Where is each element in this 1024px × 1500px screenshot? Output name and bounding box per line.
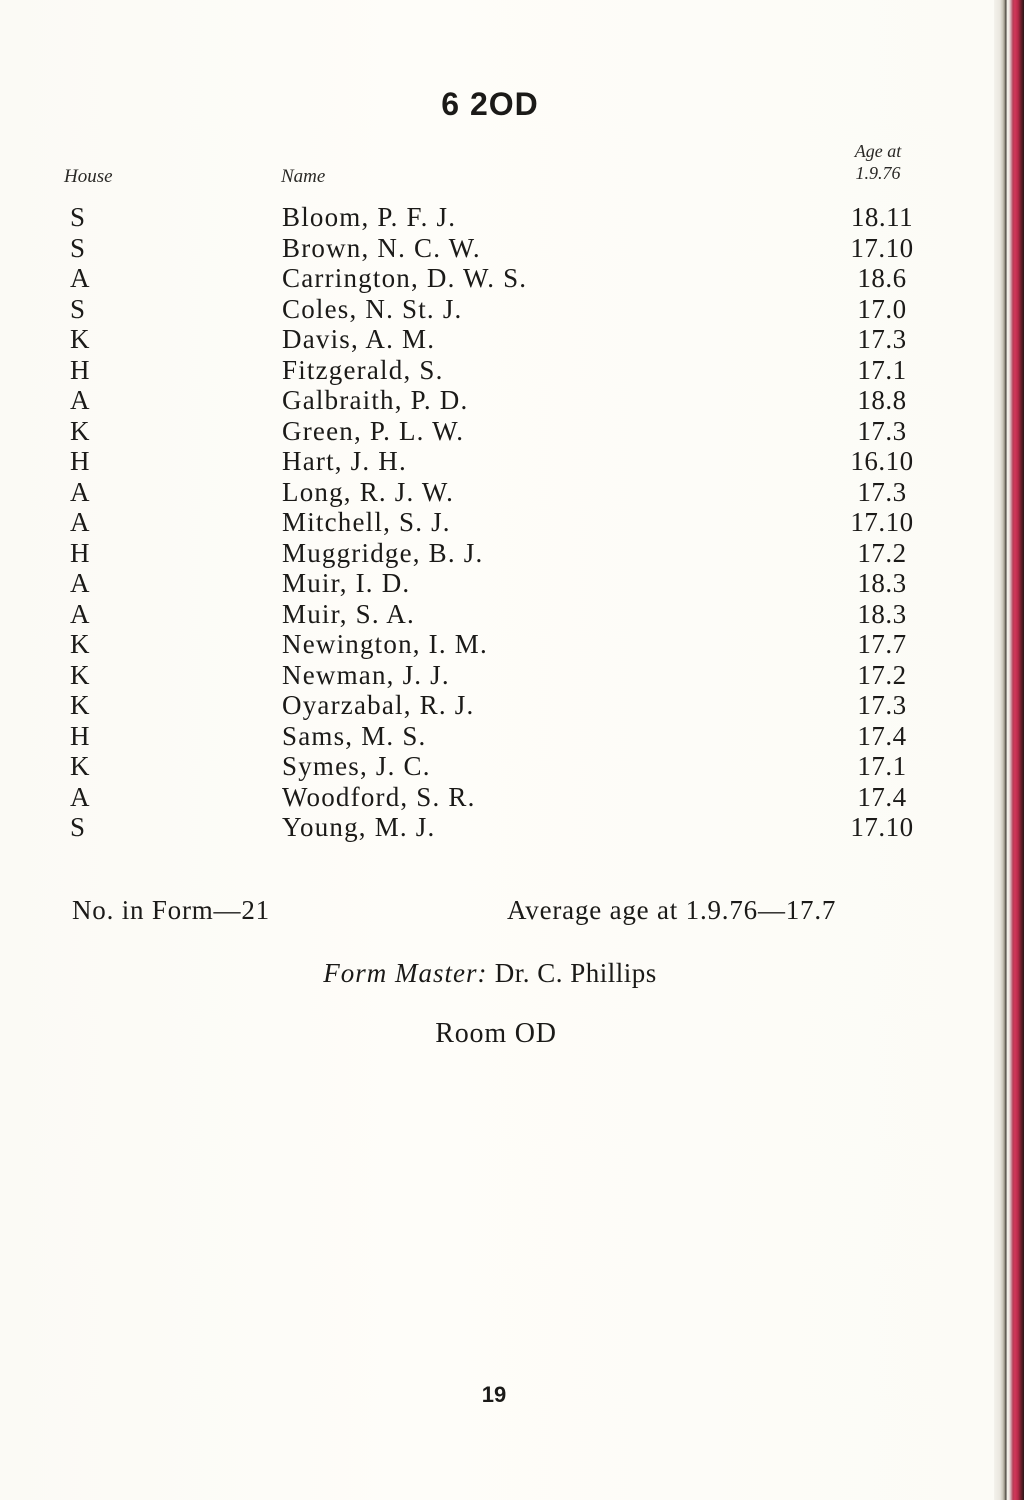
student-house: A <box>70 476 90 507</box>
student-house: S <box>70 232 86 263</box>
student-name: Coles, N. St. J. <box>282 293 463 324</box>
student-row <box>0 660 1000 691</box>
student-age: 17.3 <box>857 690 907 720</box>
form-master <box>0 955 980 991</box>
average-age: Average age at 1.9.76—17.7 <box>507 895 837 925</box>
student-row <box>0 294 1000 325</box>
student-house: K <box>70 415 90 446</box>
student-name: Muggridge, B. J. <box>282 537 484 568</box>
student-name: Hart, J. H. <box>282 446 407 476</box>
form-master-name: Dr. C. Phillips <box>494 958 657 988</box>
student-name: Galbraith, P. D. <box>282 385 469 415</box>
student-name: Green, P. L. W. <box>282 415 465 446</box>
student-name: Symes, J. C. <box>282 751 431 781</box>
student-age: 17.3 <box>857 476 907 507</box>
student-house: A <box>70 568 90 598</box>
form-count: No. in Form—21 <box>72 895 270 925</box>
student-age: 16.10 <box>850 446 914 476</box>
student-age: 17.10 <box>850 232 914 263</box>
student-house: H <box>70 354 90 385</box>
student-row <box>0 477 1000 508</box>
page-number: 19 <box>481 1382 507 1407</box>
student-age: 17.10 <box>850 507 914 537</box>
student-age: 17.7 <box>857 629 907 659</box>
student-roster <box>0 202 1000 843</box>
student-name: Long, R. J. W. <box>282 476 455 507</box>
student-age: 17.10 <box>850 812 914 842</box>
student-house: K <box>70 751 90 781</box>
student-age: 17.4 <box>857 781 907 812</box>
student-name: Carrington, D. W. S. <box>282 263 528 293</box>
student-row <box>0 507 1000 538</box>
student-name: Newington, I. M. <box>282 629 488 659</box>
student-age: 18.3 <box>857 568 907 598</box>
student-age: 17.2 <box>857 659 907 690</box>
student-house: H <box>70 720 90 751</box>
student-row <box>0 568 1000 599</box>
student-age: 18.11 <box>850 202 914 232</box>
student-house: K <box>70 659 90 690</box>
student-house: A <box>70 385 90 415</box>
student-age: 17.3 <box>857 324 907 354</box>
student-house: K <box>70 629 90 659</box>
student-house: H <box>70 537 90 568</box>
student-name: Brown, N. C. W. <box>282 232 481 263</box>
student-age: 17.1 <box>857 751 907 781</box>
student-row <box>0 751 1000 782</box>
student-house: S <box>70 293 86 324</box>
student-age: 17.0 <box>857 293 907 324</box>
form-title: 6 2OD <box>441 86 539 122</box>
student-row <box>0 263 1000 294</box>
student-name: Sams, M. S. <box>282 720 427 751</box>
student-name: Muir, I. D. <box>282 568 411 598</box>
student-row <box>0 233 1000 264</box>
student-row <box>0 324 1000 355</box>
student-house: A <box>70 781 90 812</box>
student-name: Mitchell, S. J. <box>282 507 451 537</box>
room: Room OD <box>435 1018 557 1049</box>
student-house: A <box>70 507 90 537</box>
student-name: Davis, A. M. <box>282 324 436 354</box>
student-name: Woodford, S. R. <box>282 781 476 812</box>
student-row <box>0 538 1000 569</box>
student-house: K <box>70 324 90 354</box>
student-age: 17.4 <box>857 720 907 751</box>
student-row <box>0 690 1000 721</box>
age-column-header <box>830 140 926 184</box>
student-age: 17.3 <box>857 415 907 446</box>
student-age: 17.2 <box>857 537 907 568</box>
student-row <box>0 385 1000 416</box>
student-house: A <box>70 263 90 293</box>
student-age: 18.3 <box>857 598 907 629</box>
student-name: Bloom, P. F. J. <box>282 202 457 232</box>
student-house: S <box>70 202 86 232</box>
age-header-line1: Age at <box>854 141 902 161</box>
student-age: 18.6 <box>857 263 907 293</box>
student-row <box>0 355 1000 386</box>
student-row <box>0 721 1000 752</box>
student-name: Muir, S. A. <box>282 598 415 629</box>
student-row <box>0 782 1000 813</box>
student-house: K <box>70 690 90 720</box>
name-column-header: Name <box>281 166 326 187</box>
student-name: Newman, J. J. <box>282 659 450 690</box>
student-row <box>0 202 1000 233</box>
student-house: A <box>70 598 90 629</box>
student-row <box>0 446 1000 477</box>
house-column-header: House <box>64 166 113 187</box>
student-row <box>0 599 1000 630</box>
student-name: Oyarzabal, R. J. <box>282 690 475 720</box>
student-age: 18.8 <box>857 385 907 415</box>
student-name: Young, M. J. <box>282 812 436 842</box>
age-header-line2: 1.9.76 <box>855 163 901 183</box>
student-row <box>0 812 1000 843</box>
student-house: S <box>70 812 86 842</box>
student-name: Fitzgerald, S. <box>282 354 444 385</box>
student-age: 17.1 <box>857 354 907 385</box>
form-master-label: Form Master: <box>323 958 488 988</box>
student-row <box>0 416 1000 447</box>
student-row <box>0 629 1000 660</box>
student-house: H <box>70 446 90 476</box>
